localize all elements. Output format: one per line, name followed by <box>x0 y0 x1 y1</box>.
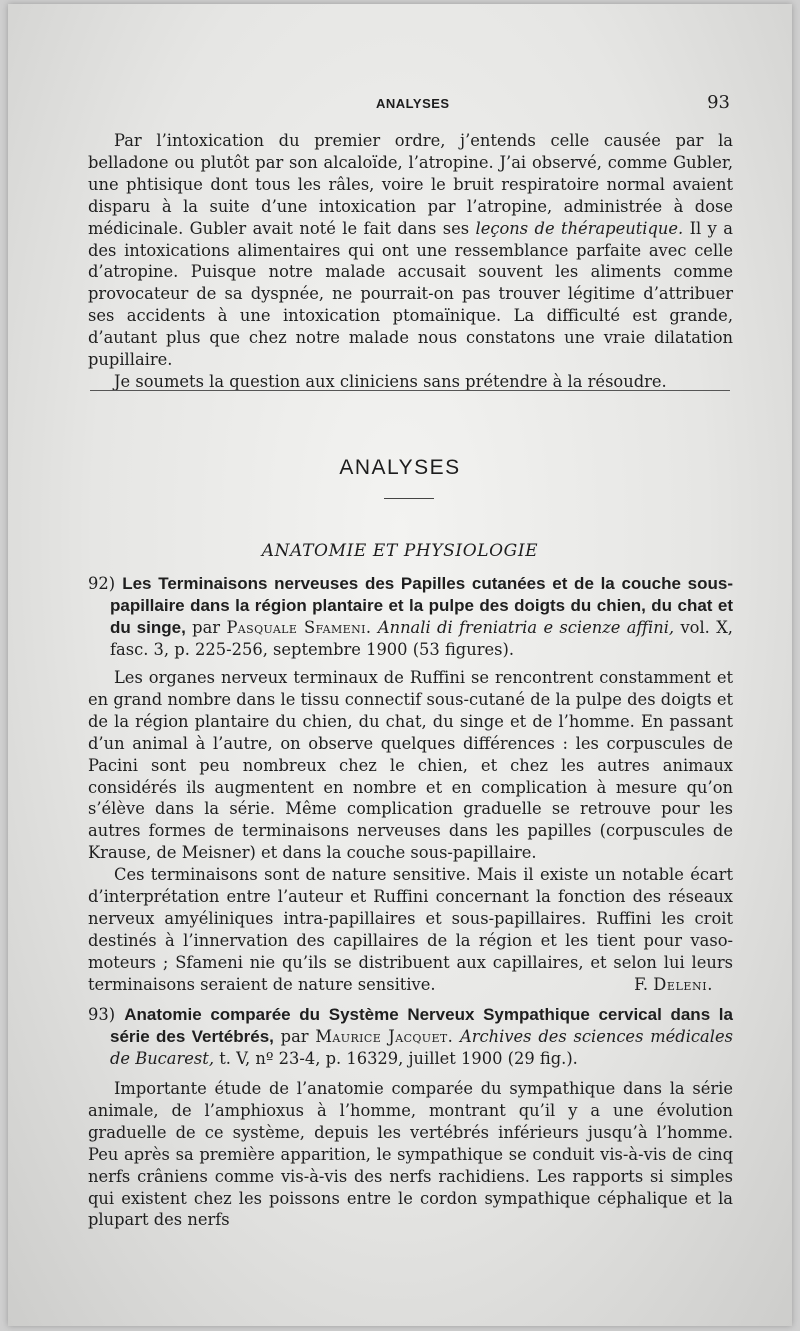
signature-name: Deleni. <box>653 974 713 994</box>
book-page <box>8 4 792 1326</box>
entry-93-body <box>88 1078 733 1231</box>
page-number: 93 <box>707 92 730 113</box>
entry-par: par <box>192 618 221 637</box>
intro-text-b: Il y a des intoxications alimentaires qui ont une ressemblance parfaite avec celle d’atropine. Puisque notre malade accusait souvent les aliments comme provocateur de sa dyspnée, ne pourrait-on pas trouver légitime d’attribuer ses accidents à une intoxication ptomaïnique. La difficulté est grande, d’autant plus que chez notre malade nous constatons une vraie dilatation pupillaire. <box>88 218 733 370</box>
entry-92-body <box>88 667 733 996</box>
entry-reference: vol. X, fasc. 3, p. 225-256, septembre 1900 (53 figures). <box>110 618 733 659</box>
entry-author: Maurice Jacquet. <box>315 1027 454 1046</box>
entry-number: 93) <box>88 1005 116 1024</box>
entry-paragraph <box>88 864 733 995</box>
intro-text <box>88 130 733 393</box>
signature-initial: F. <box>634 974 649 994</box>
entry-92 <box>88 573 733 996</box>
entry-author: Pasquale Sfameni. <box>226 618 372 637</box>
intro-italic-title: leçons de thérapeutique. <box>475 218 684 238</box>
entry-par: par <box>280 1027 309 1046</box>
section-divider <box>90 390 730 391</box>
entry-paragraph-text: Ces terminaisons sont de nature sensitive. Mais il existe un notable écart d’interprétation entre l’auteur et Ruffini concernant la fonction des réseaux nerveux amyéliniques intra-papillaires et sous-papillaires. Ruffini les croit destinés à l’innervation des capillaires de la région et les tient pour vaso-moteurs ; Sfameni nie qu’ils se distribuent aux capillaires, et selon lui leurs terminaisons seraient de nature sensitive. <box>88 865 733 994</box>
entry-93-heading <box>88 1004 733 1070</box>
entry-journal: Archives des sciences médicales de Bucarest, <box>110 1027 733 1068</box>
running-head <box>8 94 792 116</box>
heading-underline <box>384 498 434 499</box>
intro-closing-paragraph: Je soumets la question aux cliniciens sans prétendre à la résoudre. <box>114 371 667 391</box>
entry-title: Anatomie comparée du Système Nerveux Sympathique cervical dans la série des Vertébrés, <box>110 1005 733 1046</box>
subsection-heading: ANATOMIE ET PHYSIOLOGIE <box>261 541 539 561</box>
entry-paragraph: Les organes nerveux terminaux de Ruffini se rencontrent constamment et en grand nombre dans le tissu connectif sous-cutané de la pulpe des doigts et de la région plantaire du chien, du chat, du singe et de l’homme. En passant d’un animal à l’autre, on observe quelques différences : les corpuscules de Pacini sont peu nombreux chez le chien, et chez les autres animaux considérés ils augmentent en nombre et en complication à mesure qu’on s’élève dans la série. Même complication graduelle se retrouve pour les autres formes de terminaisons nerveuses dans les papilles (corpuscules de Krause, de Meisner) et dans la couche sous-papillaire. <box>88 668 733 863</box>
intro-text-a: Par l’intoxication du premier ordre, j’entends celle causée par la belladone ou plutôt par son alcaloïde, l’atropine. J’ai observé, comme Gubler, une phtisique dont tous les râles, voire le bruit respiratoire normal avaient disparu à la suite d’une intoxication par l’atropine, administrée à dose médicinale. Gubler avait noté le fait dans ses <box>88 131 733 238</box>
entry-paragraph: Importante étude de l’anatomie comparée du sympathique dans la série animale, de l’amphioxus à l’homme, montrant qu’il y a une évolution graduelle de ce système, depuis les vertébrés inférieurs jusqu’à l’homme. Peu après sa première apparition, le sympathique se conduit vis-à-vis de cinq nerfs crâniens comme vis-à-vis des nerfs rachidiens. Les rapports si simples qui existent chez les poissons entre le cordon sympathique céphalique et la plupart des nerfs <box>88 1079 733 1230</box>
signature <box>608 974 713 996</box>
entry-title: Les Terminaisons nerveuses des Papilles cutanées et de la couche sous-papillaire dans la région plantaire et la pulpe des doigts du chien, du chat et du singe, <box>110 574 733 637</box>
section-heading: ANALYSES <box>339 456 461 479</box>
entry-92-heading <box>88 573 733 661</box>
intro-paragraph <box>88 130 733 371</box>
entry-93 <box>88 1004 733 1231</box>
entry-journal: Annali di freniatria e scienze affini, <box>377 618 675 637</box>
entry-reference: t. V, nº 23-4, p. 16329, juillet 1900 (29 fig.). <box>219 1049 578 1068</box>
entry-number: 92) <box>88 574 116 593</box>
running-head-title: ANALYSES <box>376 96 450 111</box>
